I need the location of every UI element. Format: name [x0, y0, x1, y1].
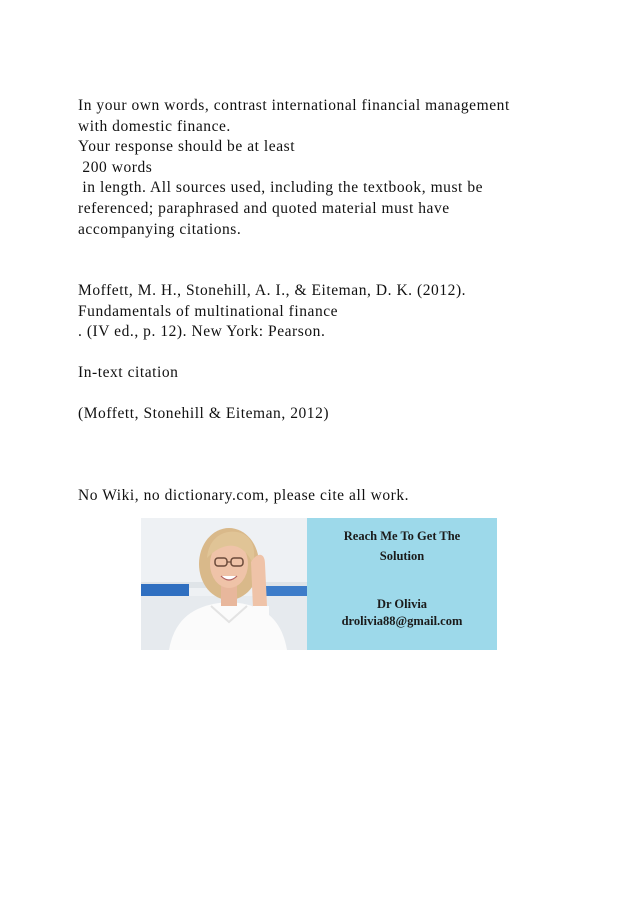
prompt-line-6: referenced; paraphrased and quoted material must have — [78, 200, 450, 217]
promo-heading-line-2: Solution — [379, 549, 425, 563]
prompt-line-4: 200 words — [78, 159, 153, 176]
tutor-email: drolivia88@gmail.com — [341, 614, 463, 628]
prompt-line-3: Your response should be at least — [78, 138, 296, 155]
prompt-line-5: in length. All sources used, including the textbook, must be — [78, 179, 484, 196]
tutor-name: Dr Olivia — [376, 597, 428, 611]
in-text-citation-label: In-text citation — [78, 364, 179, 381]
reference-line-2: Fundamentals of multinational finance — [78, 303, 339, 320]
prompt-line-2: with domestic finance. — [78, 118, 231, 135]
promo-heading-line-1: Reach Me To Get The — [343, 529, 461, 543]
tutor-photo — [141, 518, 307, 650]
sources-note: No Wiki, no dictionary.com, please cite all work. — [78, 487, 410, 504]
prompt-line-1: In your own words, contrast international financial management — [78, 97, 510, 114]
prompt-line-7: accompanying citations. — [78, 221, 242, 238]
reference-line-1: Moffett, M. H., Stonehill, A. I., & Eiteman, D. K. (2012). — [78, 282, 467, 299]
contact-panel — [307, 518, 497, 650]
promo-banner — [141, 518, 497, 650]
in-text-citation: (Moffett, Stonehill & Eiteman, 2012) — [78, 405, 330, 422]
reference-line-3: . (IV ed., p. 12). New York: Pearson. — [78, 323, 326, 340]
woman-portrait-image — [141, 518, 307, 650]
